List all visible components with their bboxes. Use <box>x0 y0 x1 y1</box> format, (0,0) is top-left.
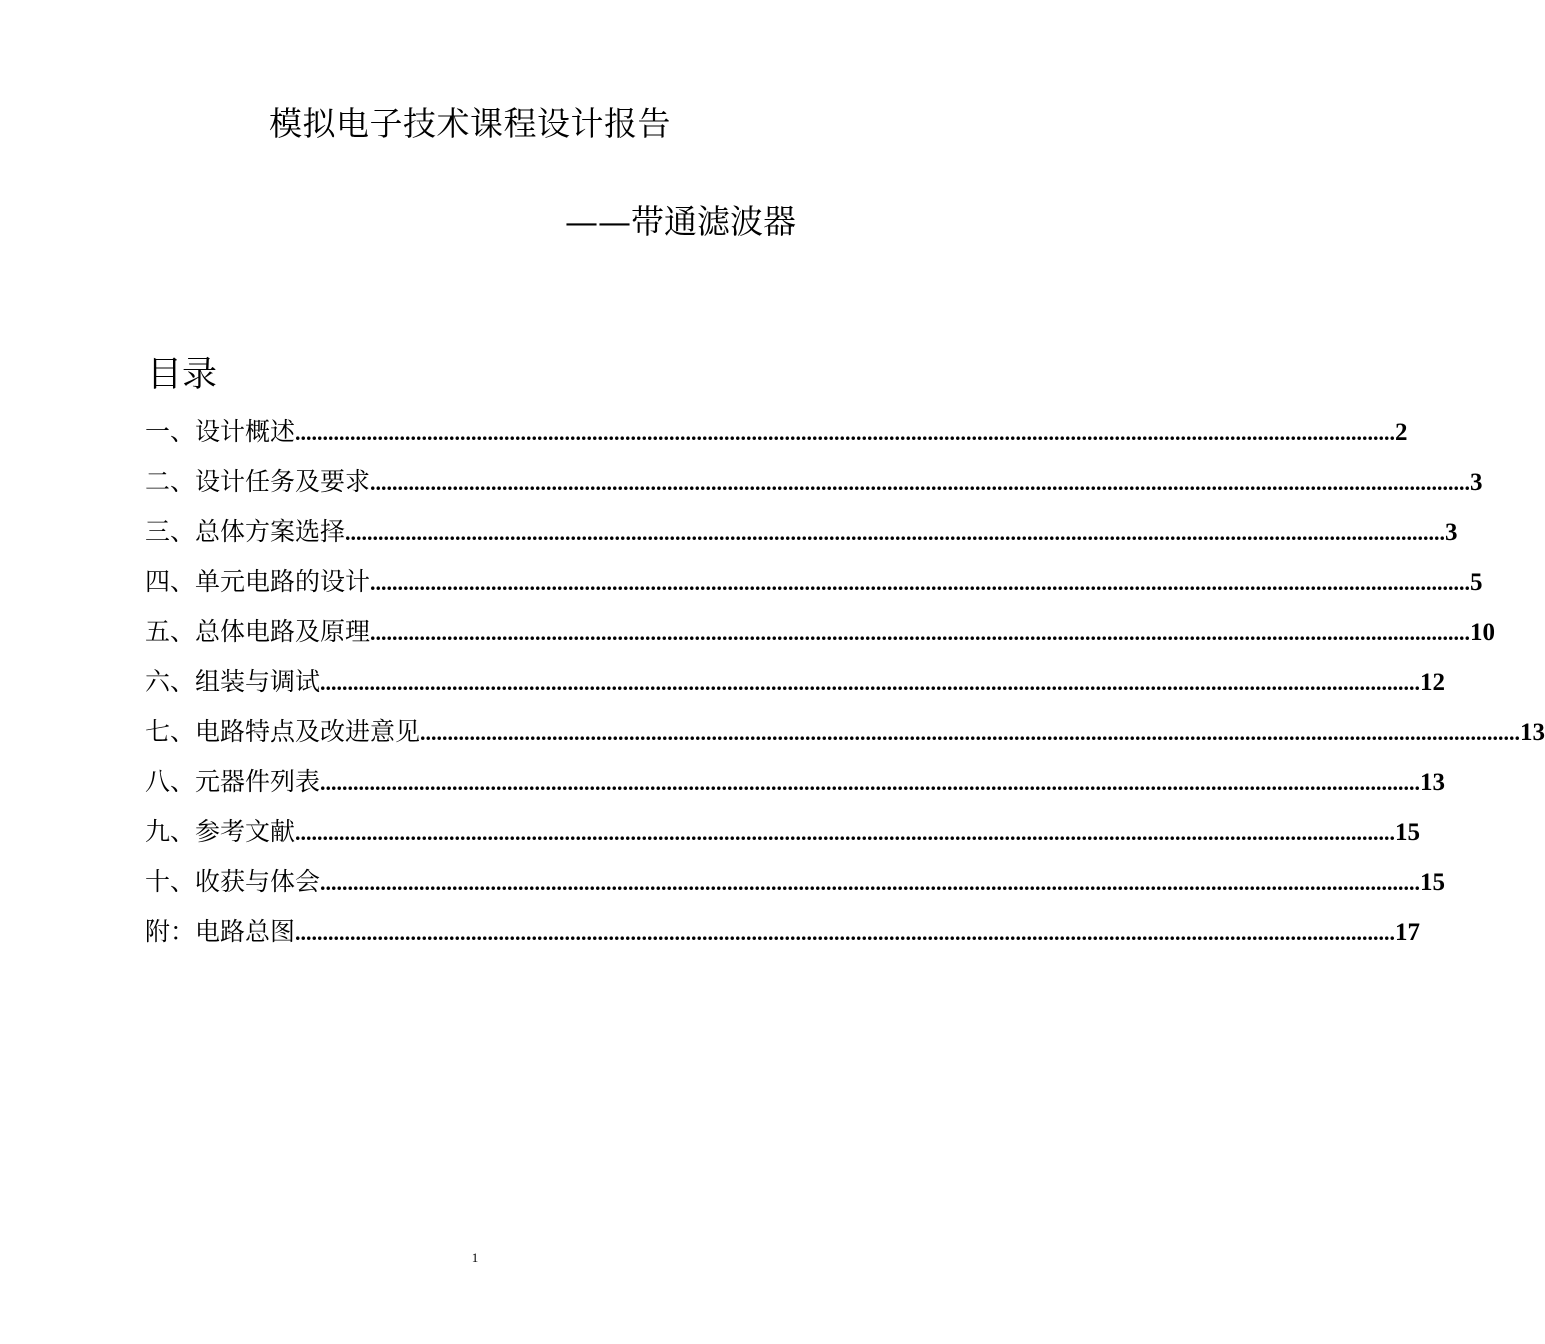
toc-entry-page: 12 <box>1420 669 1446 696</box>
toc-leader-dots: ........................................................................................................................................................................................................ <box>320 770 1421 795</box>
toc-entry-page: 13 <box>1520 719 1545 746</box>
toc-entry-label: 一、设计概述 <box>145 417 296 446</box>
toc-entry-page: 5 <box>1470 569 1483 596</box>
toc-entry-page: 2 <box>1395 419 1408 446</box>
toc-entry-label: 十、收获与体会 <box>145 867 321 896</box>
toc-entry-page: 17 <box>1395 919 1421 946</box>
toc-leader-dots: ........................................................................................................................................................................................................ <box>345 520 1446 545</box>
toc-leader-dots: ........................................................................................................................................................................................................ <box>320 670 1421 695</box>
page-number: 1 <box>471 1250 479 1265</box>
toc-entry[interactable] <box>145 607 1496 657</box>
toc-entry[interactable] <box>145 557 1483 607</box>
toc-entry[interactable] <box>145 507 1458 557</box>
toc-entry[interactable] <box>145 807 1421 857</box>
toc-entry-label: 九、参考文献 <box>145 817 296 846</box>
toc-entry-label: 五、总体电路及原理 <box>145 617 371 646</box>
table-of-contents <box>145 407 1545 957</box>
document-subtitle: ——带通滤波器 <box>565 202 796 241</box>
toc-entry-label: 六、组装与调试 <box>145 667 321 696</box>
toc-entry[interactable] <box>145 707 1545 757</box>
toc-entry-page: 3 <box>1470 469 1483 496</box>
toc-heading: 目录 <box>147 355 218 395</box>
toc-entry-label: 附：电路总图 <box>145 917 296 946</box>
toc-leader-dots: ........................................................................................................................................................................................................ <box>295 820 1396 845</box>
toc-entry-label: 三、总体方案选择 <box>145 517 346 546</box>
toc-entry-page: 3 <box>1445 519 1458 546</box>
toc-entry-page: 15 <box>1420 869 1446 896</box>
toc-entry[interactable] <box>145 657 1446 707</box>
toc-entry-label: 八、元器件列表 <box>145 767 321 796</box>
toc-leader-dots: ........................................................................................................................................................................................................ <box>370 570 1471 595</box>
toc-entry-page: 10 <box>1470 619 1496 646</box>
toc-entry[interactable] <box>145 407 1408 457</box>
toc-entry[interactable] <box>145 857 1446 907</box>
toc-leader-dots: ........................................................................................................................................................................................................ <box>295 420 1396 445</box>
toc-entry-label: 二、设计任务及要求 <box>145 467 371 496</box>
toc-entry-label: 四、单元电路的设计 <box>145 567 371 596</box>
toc-entry-page: 13 <box>1420 769 1446 796</box>
toc-leader-dots: ........................................................................................................................................................................................................ <box>370 620 1471 645</box>
toc-entry-page: 15 <box>1395 819 1421 846</box>
toc-leader-dots: ........................................................................................................................................................................................................ <box>295 920 1396 945</box>
toc-leader-dots: ........................................................................................................................................................................................................ <box>320 870 1421 895</box>
toc-entry[interactable] <box>145 757 1446 807</box>
toc-leader-dots: ........................................................................................................................................................................................................ <box>370 470 1471 495</box>
toc-entry-label: 七、电路特点及改进意见 <box>145 717 421 746</box>
toc-entry[interactable] <box>145 907 1421 957</box>
toc-leader-dots: ........................................................................................................................................................................................................ <box>420 720 1521 745</box>
document-title: 模拟电子技术课程设计报告 <box>269 104 671 143</box>
toc-entry[interactable] <box>145 457 1483 507</box>
